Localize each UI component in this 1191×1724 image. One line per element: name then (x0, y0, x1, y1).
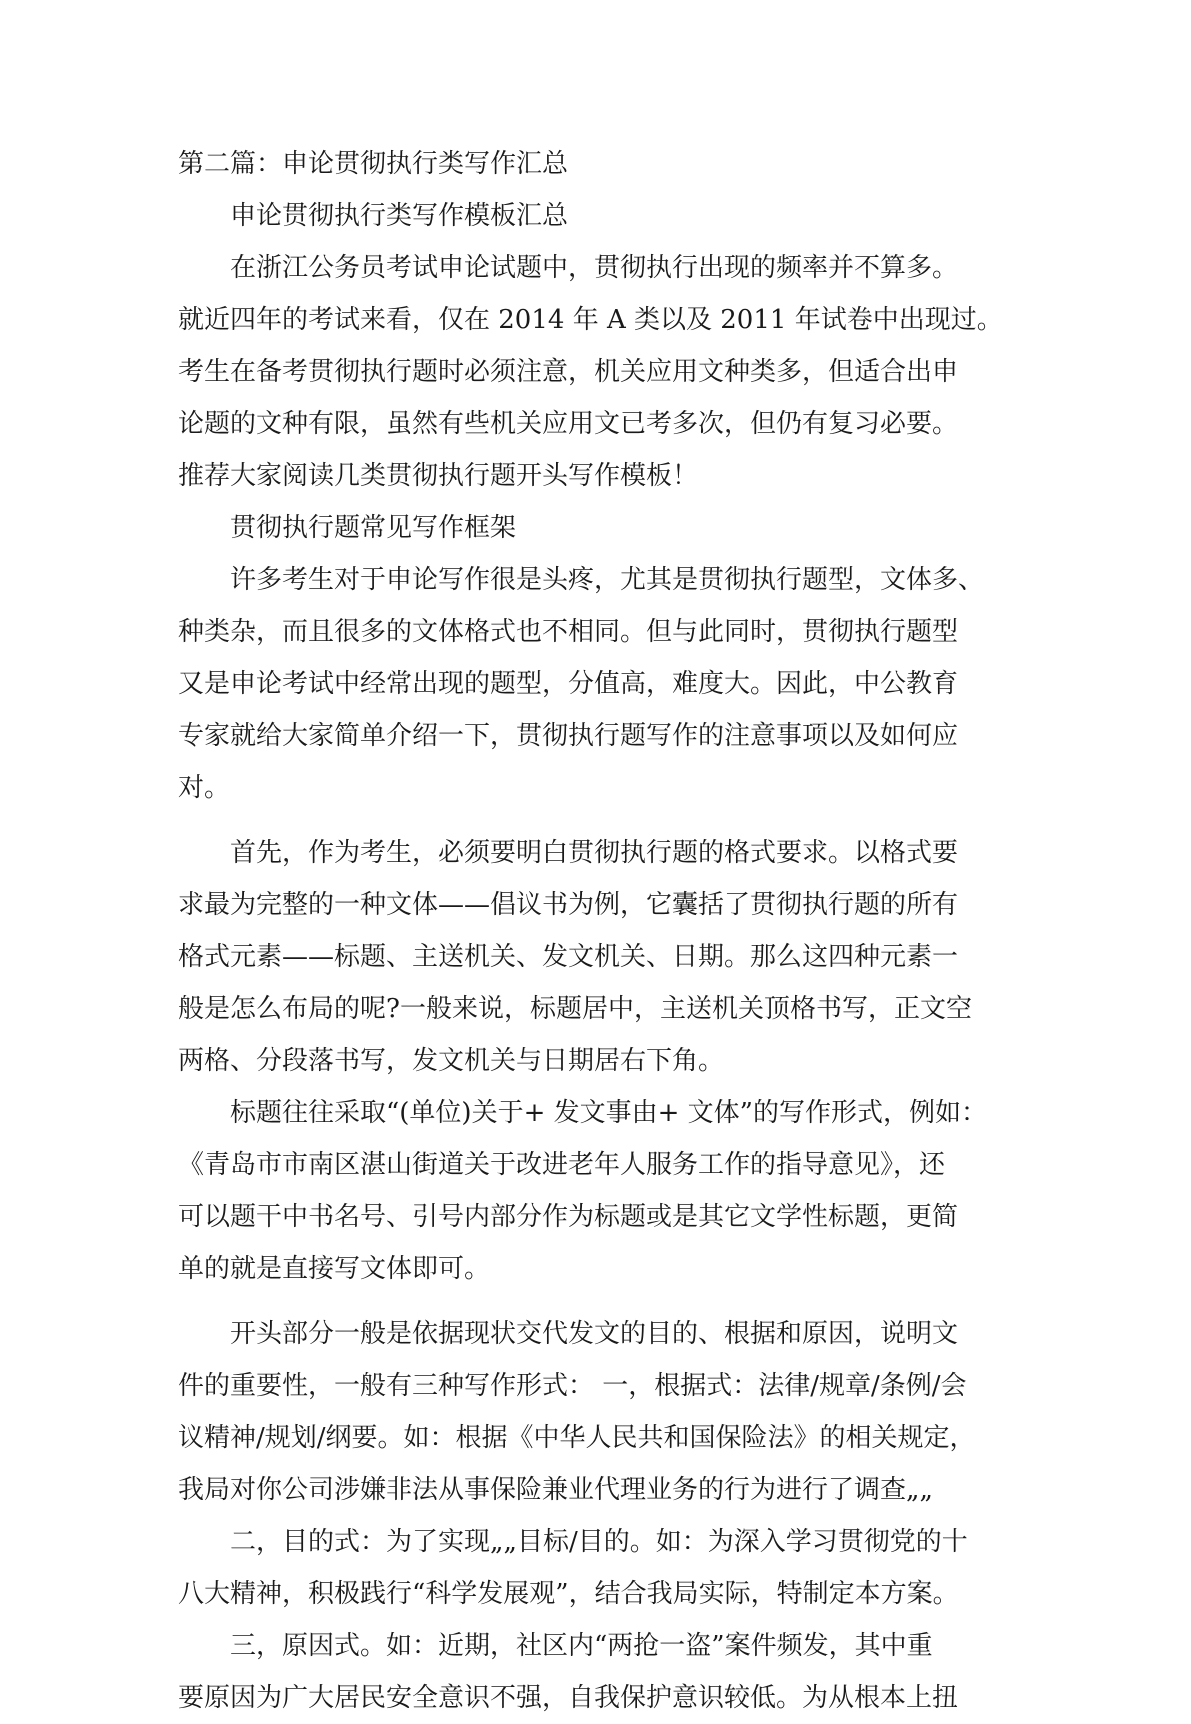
paragraph-line: 求最为完整的一种文体——倡议书为例，它囊括了贯彻执行题的所有 (178, 890, 959, 920)
paragraph-line: 论题的文种有限，虽然有些机关应用文已考多次，但仍有复习必要。 (178, 409, 959, 439)
document-page (178, 138, 1018, 1724)
paragraph-line: 议精神/规划/纲要。如：根据《中华人民共和国保险法》的相关规定， (178, 1423, 976, 1453)
paragraph-spacing (178, 1295, 1018, 1308)
paragraph-5 (178, 1308, 1018, 1516)
paragraph-line: 我局对你公司涉嫌非法从事保险兼业代理业务的行为进行了调查„„ (178, 1475, 933, 1505)
paragraph-line: 在浙江公务员考试申论试题中，贯彻执行出现的频率并不算多。 (230, 253, 959, 283)
paragraph-line: 格式元素——标题、主送机关、发文机关、日期。那么这四种元素一 (178, 942, 959, 972)
paragraph-line: 考生在备考贯彻执行题时必须注意，机关应用文种类多，但适合出申 (178, 357, 959, 387)
paragraph-3 (178, 827, 1018, 1087)
paragraph-line: 就近四年的考试来看，仅在 2014 年 A 类以及 2011 年试卷中出现过。 (178, 305, 1003, 335)
paragraph-line: 要原因为广大居民安全意识不强，自我保护意识较低。为从根本上扭 (178, 1683, 959, 1713)
section-title: 贯彻执行题常见写作框架 (230, 513, 517, 543)
paragraph-line: 标题往往采取“(单位)关于+ 发文事由+ 文体”的写作形式，例如： (230, 1098, 987, 1128)
paragraph-line: 首先，作为考生，必须要明白贯彻执行题的格式要求。以格式要 (230, 838, 959, 868)
paragraph-6 (178, 1516, 1018, 1620)
paragraph-line: 三，原因式。如：近期，社区内“两抢一盗”案件频发，其中重 (230, 1631, 933, 1661)
paragraph-line: 开头部分一般是依据现状交代发文的目的、根据和原因，说明文 (230, 1319, 959, 1349)
paragraph-2 (178, 554, 1018, 814)
document-heading: 第二篇：申论贯彻执行类写作汇总 (178, 149, 569, 179)
paragraph-line: 两格、分段落书写，发文机关与日期居右下角。 (178, 1046, 725, 1076)
paragraph-7 (178, 1620, 1018, 1724)
paragraph-1 (178, 242, 1018, 502)
paragraph-line: 二，目的式：为了实现„„目标/目的。如：为深入学习贯彻党的十 (230, 1527, 968, 1557)
paragraph-line: 般是怎么布局的呢?一般来说，标题居中，主送机关顶格书写，正文空 (178, 994, 972, 1024)
paragraph-line: 又是申论考试中经常出现的题型，分值高，难度大。因此，中公教育 (178, 669, 959, 699)
paragraph-line: 对。 (178, 773, 231, 803)
paragraph-line: 可以题干中书名号、引号内部分作为标题或是其它文学性标题，更简 (178, 1202, 959, 1232)
paragraph-spacing (178, 814, 1018, 827)
paragraph-line: 八大精神，积极践行“科学发展观”，结合我局实际，特制定本方案。 (178, 1579, 959, 1609)
paragraph-line: 许多考生对于申论写作很是头疼，尤其是贯彻执行题型，文体多、 (230, 565, 985, 595)
paragraph-line: 专家就给大家简单介绍一下，贯彻执行题写作的注意事项以及如何应 (178, 721, 959, 751)
paragraph-line: 件的重要性，一般有三种写作形式： 一，根据式：法律/规章/条例/会 (178, 1371, 967, 1401)
document-subheading: 申论贯彻执行类写作模板汇总 (230, 201, 569, 231)
paragraph-line: 单的就是直接写文体即可。 (178, 1254, 491, 1284)
paragraph-line: 《青岛市市南区湛山街道关于改进老年人服务工作的指导意见》，还 (178, 1150, 946, 1180)
paragraph-line: 种类杂，而且很多的文体格式也不相同。但与此同时，贯彻执行题型 (178, 617, 959, 647)
paragraph-line: 推荐大家阅读几类贯彻执行题开头写作模板！ (178, 461, 699, 491)
paragraph-4 (178, 1087, 1018, 1295)
